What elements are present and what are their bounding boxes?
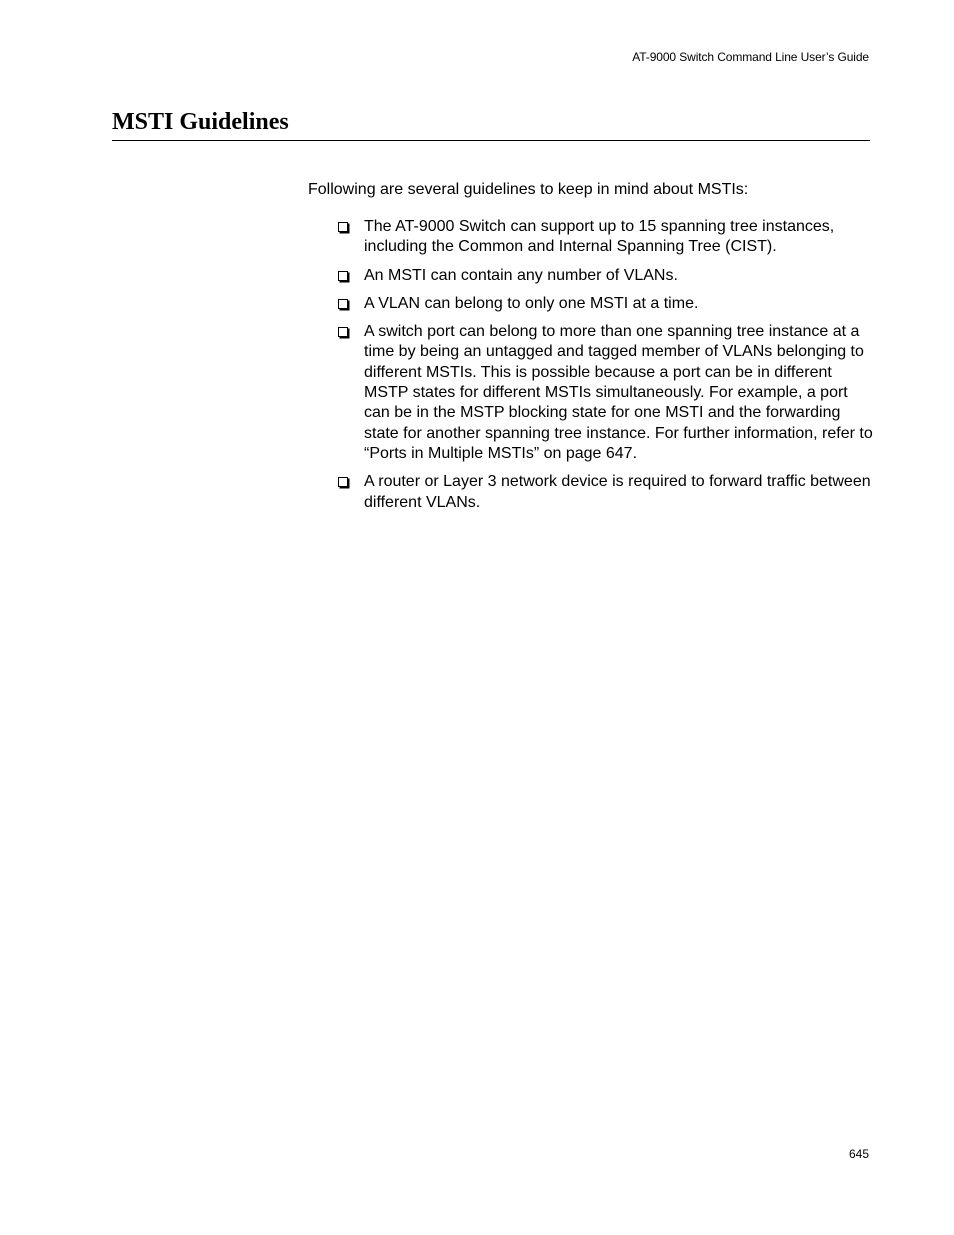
list-item <box>336 266 876 286</box>
list-item <box>336 294 876 314</box>
list-item-text: A VLAN can belong to only one MSTI at a time. <box>364 294 699 312</box>
list-item <box>336 472 876 513</box>
section-title: MSTI Guidelines <box>112 109 289 135</box>
title-rule <box>112 140 870 141</box>
page-number: 645 <box>848 1147 869 1161</box>
list-item-text: A router or Layer 3 network device is required to forward traffic between different VLANs. <box>364 473 871 511</box>
list-item-text: A switch port can belong to more than one spanning tree instance at a time by being an untagged and tagged member of VLANs belonging to different MSTIs. This is possible because a port can be in different MSTP states for different MSTIs simultaneously. For example, a port can be in the MSTP blocking state for one MSTI and the forwarding state for another spanning tree instance. For further information, refer to “Ports in Multiple MSTIs” on page 647. <box>364 323 873 462</box>
checkbox-bullet-icon <box>338 327 348 337</box>
list-item-text: An MSTI can contain any number of VLANs. <box>364 266 678 284</box>
list-item-text: The AT-9000 Switch can support up to 15 spanning tree instances, including the Common and Internal Spanning Tree (CIST). <box>364 218 835 256</box>
intro-paragraph: Following are several guidelines to keep in mind about MSTIs: <box>308 181 749 198</box>
list-item <box>336 322 876 464</box>
checkbox-bullet-icon <box>338 299 348 309</box>
list-item <box>336 217 876 258</box>
checkbox-bullet-icon <box>338 271 348 281</box>
checkbox-bullet-icon <box>338 477 348 487</box>
guidelines-list <box>336 217 876 521</box>
running-header: AT-9000 Switch Command Line User’s Guide <box>632 50 869 64</box>
checkbox-bullet-icon <box>338 222 348 232</box>
